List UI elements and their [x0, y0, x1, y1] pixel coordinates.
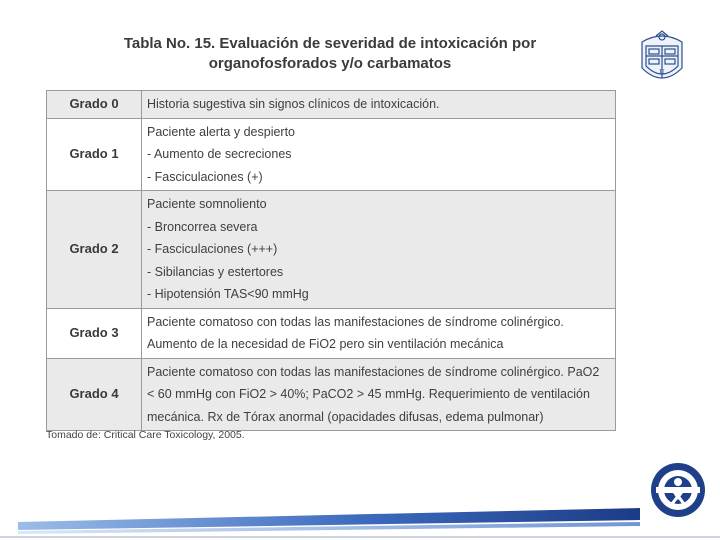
description-cell: [142, 358, 616, 431]
description-line: Paciente alerta y despierto: [147, 124, 296, 139]
description-line: - Sibilancias y estertores: [147, 264, 284, 279]
description-cell: [142, 91, 616, 119]
description-line: Historia sugestiva sin signos clínicos de intoxicación.: [147, 97, 440, 111]
description-cell: [142, 118, 616, 191]
description-cell: [142, 308, 616, 358]
table-row: [47, 308, 616, 358]
description-line: - Fasciculaciones (+++): [147, 242, 278, 256]
title-line-2: organofosforados y/o carbamatos: [208, 55, 452, 72]
description-line: Paciente comatoso con todas las manifestaciones de síndrome colinérgico. Aumento de la necesidad de FiO2 pero sin ventilación mecánica: [147, 314, 564, 351]
description-line: - Aumento de secreciones: [147, 147, 292, 161]
description-line: - Fasciculaciones (+): [147, 169, 263, 184]
table-title: [120, 34, 540, 74]
institution-logo-icon: [648, 460, 708, 520]
severity-table: [46, 90, 616, 431]
description-line: - Broncorrea severa: [147, 219, 258, 234]
source-note: Tomado de: Critical Care Toxicology, 2005.: [46, 429, 245, 441]
table-row: [47, 91, 616, 119]
description-cell: [142, 191, 616, 309]
description-line: Paciente comatoso con todas las manifestaciones de síndrome colinérgico. PaO2 < 60 mmHg con FiO2 > 40%; PaCO2 > 45 mmHg. Requerimiento de ventilación mecánica. Rx de Tórax anormal (opacidades difusas, edema pulmonar): [147, 364, 600, 424]
title-line-1: Tabla No. 15. Evaluación de severidad de intoxicación por: [123, 35, 537, 52]
svg-text:U: U: [659, 68, 665, 76]
grade-cell: Grado 0: [47, 91, 142, 119]
table-row: [47, 118, 616, 191]
description-line: - Hipotensión TAS<90 mmHg: [147, 287, 309, 301]
table-row: [47, 358, 616, 431]
grade-cell: Grado 4: [47, 358, 142, 431]
grade-cell: Grado 3: [47, 308, 142, 358]
description-line: Paciente somnoliento: [147, 197, 267, 211]
grade-cell: Grado 2: [47, 191, 142, 309]
university-crest-icon: [634, 28, 690, 90]
table-row: [47, 191, 616, 309]
grade-cell: Grado 1: [47, 118, 142, 191]
